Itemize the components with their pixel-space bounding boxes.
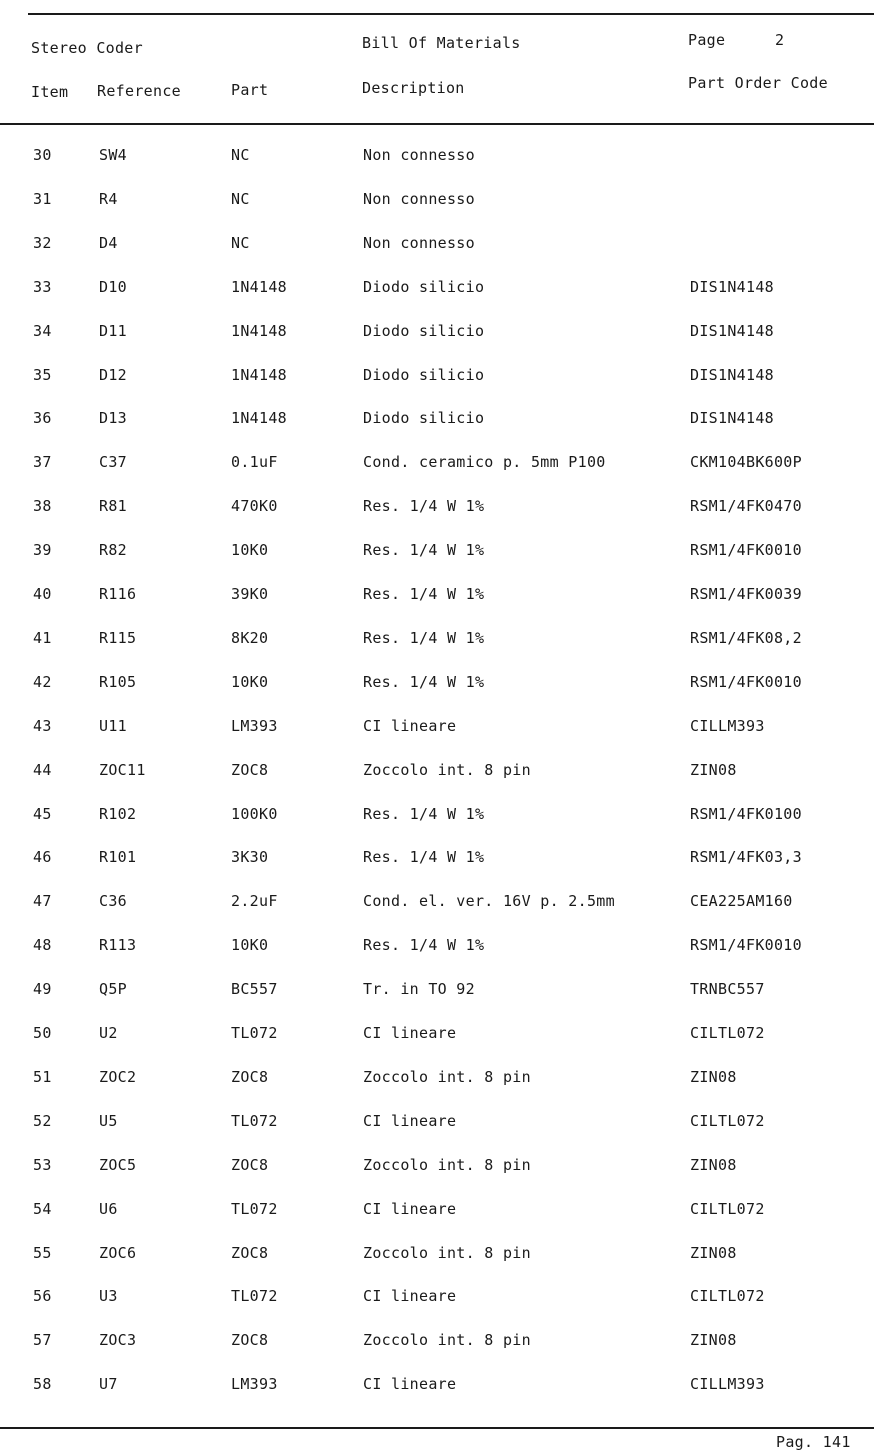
part-value: 10K0 <box>231 541 269 560</box>
description: CI lineare <box>363 1199 457 1218</box>
item-number: 40 <box>33 585 52 603</box>
reference: ZOC2 <box>99 1067 137 1086</box>
part-value: 1N4148 <box>231 321 287 340</box>
table-row <box>0 453 884 473</box>
table-row <box>0 805 884 825</box>
column-header-item: Item <box>31 83 69 101</box>
table-row <box>0 717 884 737</box>
table-row <box>0 322 884 342</box>
reference: ZOC11 <box>99 760 146 779</box>
part-value: 8K20 <box>231 628 269 647</box>
item-number: 47 <box>33 892 52 911</box>
reference: U3 <box>99 1287 118 1306</box>
order-code: RSM1/4FK0010 <box>690 672 802 691</box>
item-number: 51 <box>33 1067 52 1086</box>
part-value: TL072 <box>231 1024 278 1042</box>
part-value: 470K0 <box>231 497 278 516</box>
reference: R4 <box>99 189 118 208</box>
order-code: CILLM393 <box>690 1375 765 1394</box>
item-number: 58 <box>33 1375 52 1394</box>
order-code: RSM1/4FK0100 <box>690 804 802 823</box>
description: CI lineare <box>363 1287 457 1306</box>
table-row <box>0 146 884 166</box>
item-number: 44 <box>33 760 52 779</box>
document-title: Stereo Coder <box>31 39 143 57</box>
page-label: Page <box>688 31 726 49</box>
order-code: RSM1/4FK0470 <box>690 497 802 516</box>
order-code: DIS1N4148 <box>690 409 774 428</box>
description: Res. 1/4 W 1% <box>363 848 485 867</box>
order-code: RSM1/4FK0039 <box>690 585 802 603</box>
part-value: TL072 <box>231 1111 278 1130</box>
reference: Q5P <box>99 980 127 999</box>
item-number: 34 <box>33 321 52 340</box>
order-code: RSM1/4FK08,2 <box>690 628 802 647</box>
description: Res. 1/4 W 1% <box>363 541 485 560</box>
part-value: ZOC8 <box>231 1331 269 1350</box>
item-number: 31 <box>33 189 52 208</box>
column-header-order-code: Part Order Code <box>688 74 828 92</box>
order-code: CILTL072 <box>690 1111 765 1130</box>
description: CI lineare <box>363 1375 457 1394</box>
part-value: 10K0 <box>231 936 269 955</box>
reference: R82 <box>99 541 127 560</box>
reference: C36 <box>99 892 127 911</box>
part-value: 1N4148 <box>231 365 287 384</box>
part-value: LM393 <box>231 716 278 735</box>
table-row <box>0 1244 884 1264</box>
top-rule <box>28 13 874 15</box>
table-row <box>0 1287 884 1307</box>
item-number: 54 <box>33 1199 52 1218</box>
description: Non connesso <box>363 189 475 208</box>
item-number: 33 <box>33 277 52 296</box>
description: Res. 1/4 W 1% <box>363 936 485 955</box>
order-code: CILLM393 <box>690 716 765 735</box>
order-code: RSM1/4FK0010 <box>690 936 802 955</box>
reference: U2 <box>99 1024 118 1042</box>
table-row <box>0 1375 884 1395</box>
reference: R102 <box>99 804 137 823</box>
table-row <box>0 1068 884 1088</box>
table-row <box>0 629 884 649</box>
description: Tr. in TO 92 <box>363 980 475 999</box>
order-code: ZIN08 <box>690 1155 737 1174</box>
description: Diodo silicio <box>363 409 485 428</box>
table-row <box>0 190 884 210</box>
reference: D13 <box>99 409 127 428</box>
part-value: NC <box>231 146 250 164</box>
description: Zoccolo int. 8 pin <box>363 1067 531 1086</box>
column-header-part: Part <box>231 81 269 99</box>
item-number: 45 <box>33 804 52 823</box>
description: CI lineare <box>363 1024 457 1042</box>
reference: R81 <box>99 497 127 516</box>
item-number: 57 <box>33 1331 52 1350</box>
item-number: 55 <box>33 1243 52 1262</box>
table-row <box>0 761 884 781</box>
reference: D12 <box>99 365 127 384</box>
order-code: ZIN08 <box>690 1067 737 1086</box>
description: Cond. ceramico p. 5mm P100 <box>363 453 606 472</box>
order-code: CILTL072 <box>690 1024 765 1042</box>
part-value: 0.1uF <box>231 453 278 472</box>
description: Cond. el. ver. 16V p. 2.5mm <box>363 892 615 911</box>
part-value: 100K0 <box>231 804 278 823</box>
item-number: 35 <box>33 365 52 384</box>
part-value: 3K30 <box>231 848 269 867</box>
table-row <box>0 1024 884 1044</box>
table-row <box>0 409 884 429</box>
order-code: CILTL072 <box>690 1199 765 1218</box>
description: Res. 1/4 W 1% <box>363 585 485 603</box>
table-row <box>0 1331 884 1351</box>
item-number: 38 <box>33 497 52 516</box>
description: CI lineare <box>363 716 457 735</box>
table-row <box>0 585 884 605</box>
reference: SW4 <box>99 146 127 164</box>
item-number: 39 <box>33 541 52 560</box>
table-row <box>0 1156 884 1176</box>
table-row <box>0 541 884 561</box>
reference: R116 <box>99 585 137 603</box>
description: Res. 1/4 W 1% <box>363 628 485 647</box>
table-row <box>0 673 884 693</box>
part-value: LM393 <box>231 1375 278 1394</box>
item-number: 46 <box>33 848 52 867</box>
table-row <box>0 234 884 254</box>
part-value: ZOC8 <box>231 760 269 779</box>
item-number: 50 <box>33 1024 52 1042</box>
table-row <box>0 936 884 956</box>
column-header-reference: Reference <box>97 82 181 100</box>
part-value: ZOC8 <box>231 1067 269 1086</box>
item-number: 56 <box>33 1287 52 1306</box>
item-number: 36 <box>33 409 52 428</box>
part-value: 39K0 <box>231 585 269 603</box>
reference: R101 <box>99 848 137 867</box>
reference: D11 <box>99 321 127 340</box>
description: Res. 1/4 W 1% <box>363 672 485 691</box>
table-row <box>0 497 884 517</box>
table-row <box>0 278 884 298</box>
reference: ZOC6 <box>99 1243 137 1262</box>
part-value: NC <box>231 233 250 252</box>
header-rule <box>0 123 874 125</box>
order-code: DIS1N4148 <box>690 321 774 340</box>
part-value: 2.2uF <box>231 892 278 911</box>
description: Non connesso <box>363 233 475 252</box>
part-value: NC <box>231 189 250 208</box>
order-code: RSM1/4FK0010 <box>690 541 802 560</box>
order-code: RSM1/4FK03,3 <box>690 848 802 867</box>
table-row <box>0 892 884 912</box>
column-header-description: Description <box>362 79 465 97</box>
order-code: ZIN08 <box>690 1331 737 1350</box>
part-value: ZOC8 <box>231 1243 269 1262</box>
order-code: DIS1N4148 <box>690 277 774 296</box>
reference: U7 <box>99 1375 118 1394</box>
description: Non connesso <box>363 146 475 164</box>
reference: D10 <box>99 277 127 296</box>
reference: R105 <box>99 672 137 691</box>
order-code: DIS1N4148 <box>690 365 774 384</box>
order-code: ZIN08 <box>690 760 737 779</box>
footer-page-number: Pag. 141 <box>776 1433 851 1451</box>
description: Diodo silicio <box>363 277 485 296</box>
item-number: 41 <box>33 628 52 647</box>
part-value: 1N4148 <box>231 277 287 296</box>
table-row <box>0 848 884 868</box>
item-number: 32 <box>33 233 52 252</box>
order-code: CILTL072 <box>690 1287 765 1306</box>
description: Res. 1/4 W 1% <box>363 804 485 823</box>
description: Diodo silicio <box>363 321 485 340</box>
part-value: TL072 <box>231 1287 278 1306</box>
reference: U5 <box>99 1111 118 1130</box>
reference: R115 <box>99 628 137 647</box>
item-number: 52 <box>33 1111 52 1130</box>
reference: U11 <box>99 716 127 735</box>
part-value: 1N4148 <box>231 409 287 428</box>
part-value: BC557 <box>231 980 278 999</box>
order-code: TRNBC557 <box>690 980 765 999</box>
reference: C37 <box>99 453 127 472</box>
description: Diodo silicio <box>363 365 485 384</box>
item-number: 53 <box>33 1155 52 1174</box>
item-number: 48 <box>33 936 52 955</box>
reference: U6 <box>99 1199 118 1218</box>
description: Zoccolo int. 8 pin <box>363 1331 531 1350</box>
item-number: 30 <box>33 146 52 164</box>
footer-rule <box>0 1427 874 1429</box>
description: Zoccolo int. 8 pin <box>363 1243 531 1262</box>
reference: D4 <box>99 233 118 252</box>
part-value: 10K0 <box>231 672 269 691</box>
item-number: 43 <box>33 716 52 735</box>
table-row <box>0 980 884 1000</box>
part-value: TL072 <box>231 1199 278 1218</box>
page-number: 2 <box>775 31 785 49</box>
table-row <box>0 366 884 386</box>
reference: ZOC3 <box>99 1331 137 1350</box>
order-code: CEA225AM160 <box>690 892 793 911</box>
table-row <box>0 1200 884 1220</box>
document-type: Bill Of Materials <box>362 34 521 52</box>
item-number: 49 <box>33 980 52 999</box>
table-row <box>0 1112 884 1132</box>
item-number: 37 <box>33 453 52 472</box>
order-code: CKM104BK600P <box>690 453 802 472</box>
part-value: ZOC8 <box>231 1155 269 1174</box>
item-number: 42 <box>33 672 52 691</box>
reference: ZOC5 <box>99 1155 137 1174</box>
description: Res. 1/4 W 1% <box>363 497 485 516</box>
description: CI lineare <box>363 1111 457 1130</box>
description: Zoccolo int. 8 pin <box>363 1155 531 1174</box>
order-code: ZIN08 <box>690 1243 737 1262</box>
reference: R113 <box>99 936 137 955</box>
description: Zoccolo int. 8 pin <box>363 760 531 779</box>
